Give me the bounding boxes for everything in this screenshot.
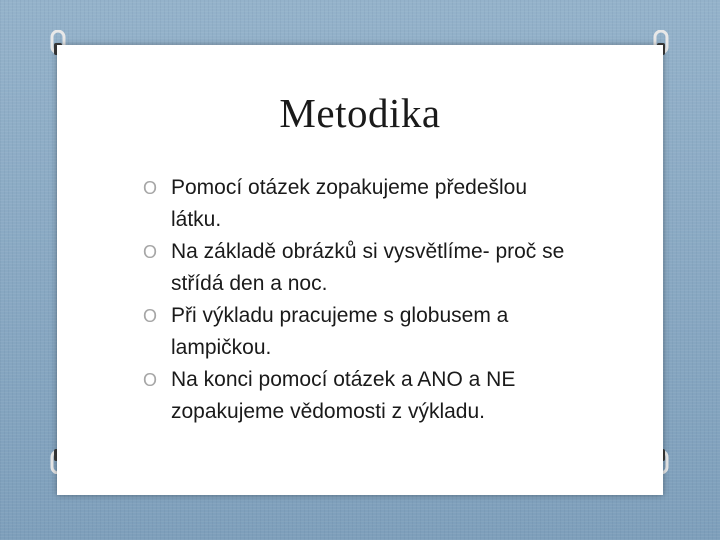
bullet-item bbox=[143, 236, 583, 300]
bullet-marker-icon: O bbox=[143, 370, 158, 390]
bullet-text: Při výkladu pracujeme s globusem a lampičkou. bbox=[171, 304, 509, 359]
bullet-marker-icon: O bbox=[143, 306, 158, 326]
slide-title: Metodika bbox=[279, 90, 441, 136]
slide-panel bbox=[57, 45, 663, 495]
bullet-marker-icon: O bbox=[143, 242, 158, 262]
bullet-item bbox=[143, 364, 583, 428]
bullet-text: Na konci pomocí otázek a ANO a NE zopakujeme vědomosti z výkladu. bbox=[171, 368, 516, 423]
bullet-item bbox=[143, 300, 583, 364]
bullet-text: Pomocí otázek zopakujeme předešlou látku. bbox=[171, 176, 528, 231]
bullet-marker-icon: O bbox=[143, 178, 158, 198]
bullet-item bbox=[143, 172, 583, 236]
bullet-text: Na základě obrázků si vysvětlíme- proč se střídá den a noc. bbox=[171, 240, 565, 295]
bullet-list bbox=[143, 172, 583, 428]
